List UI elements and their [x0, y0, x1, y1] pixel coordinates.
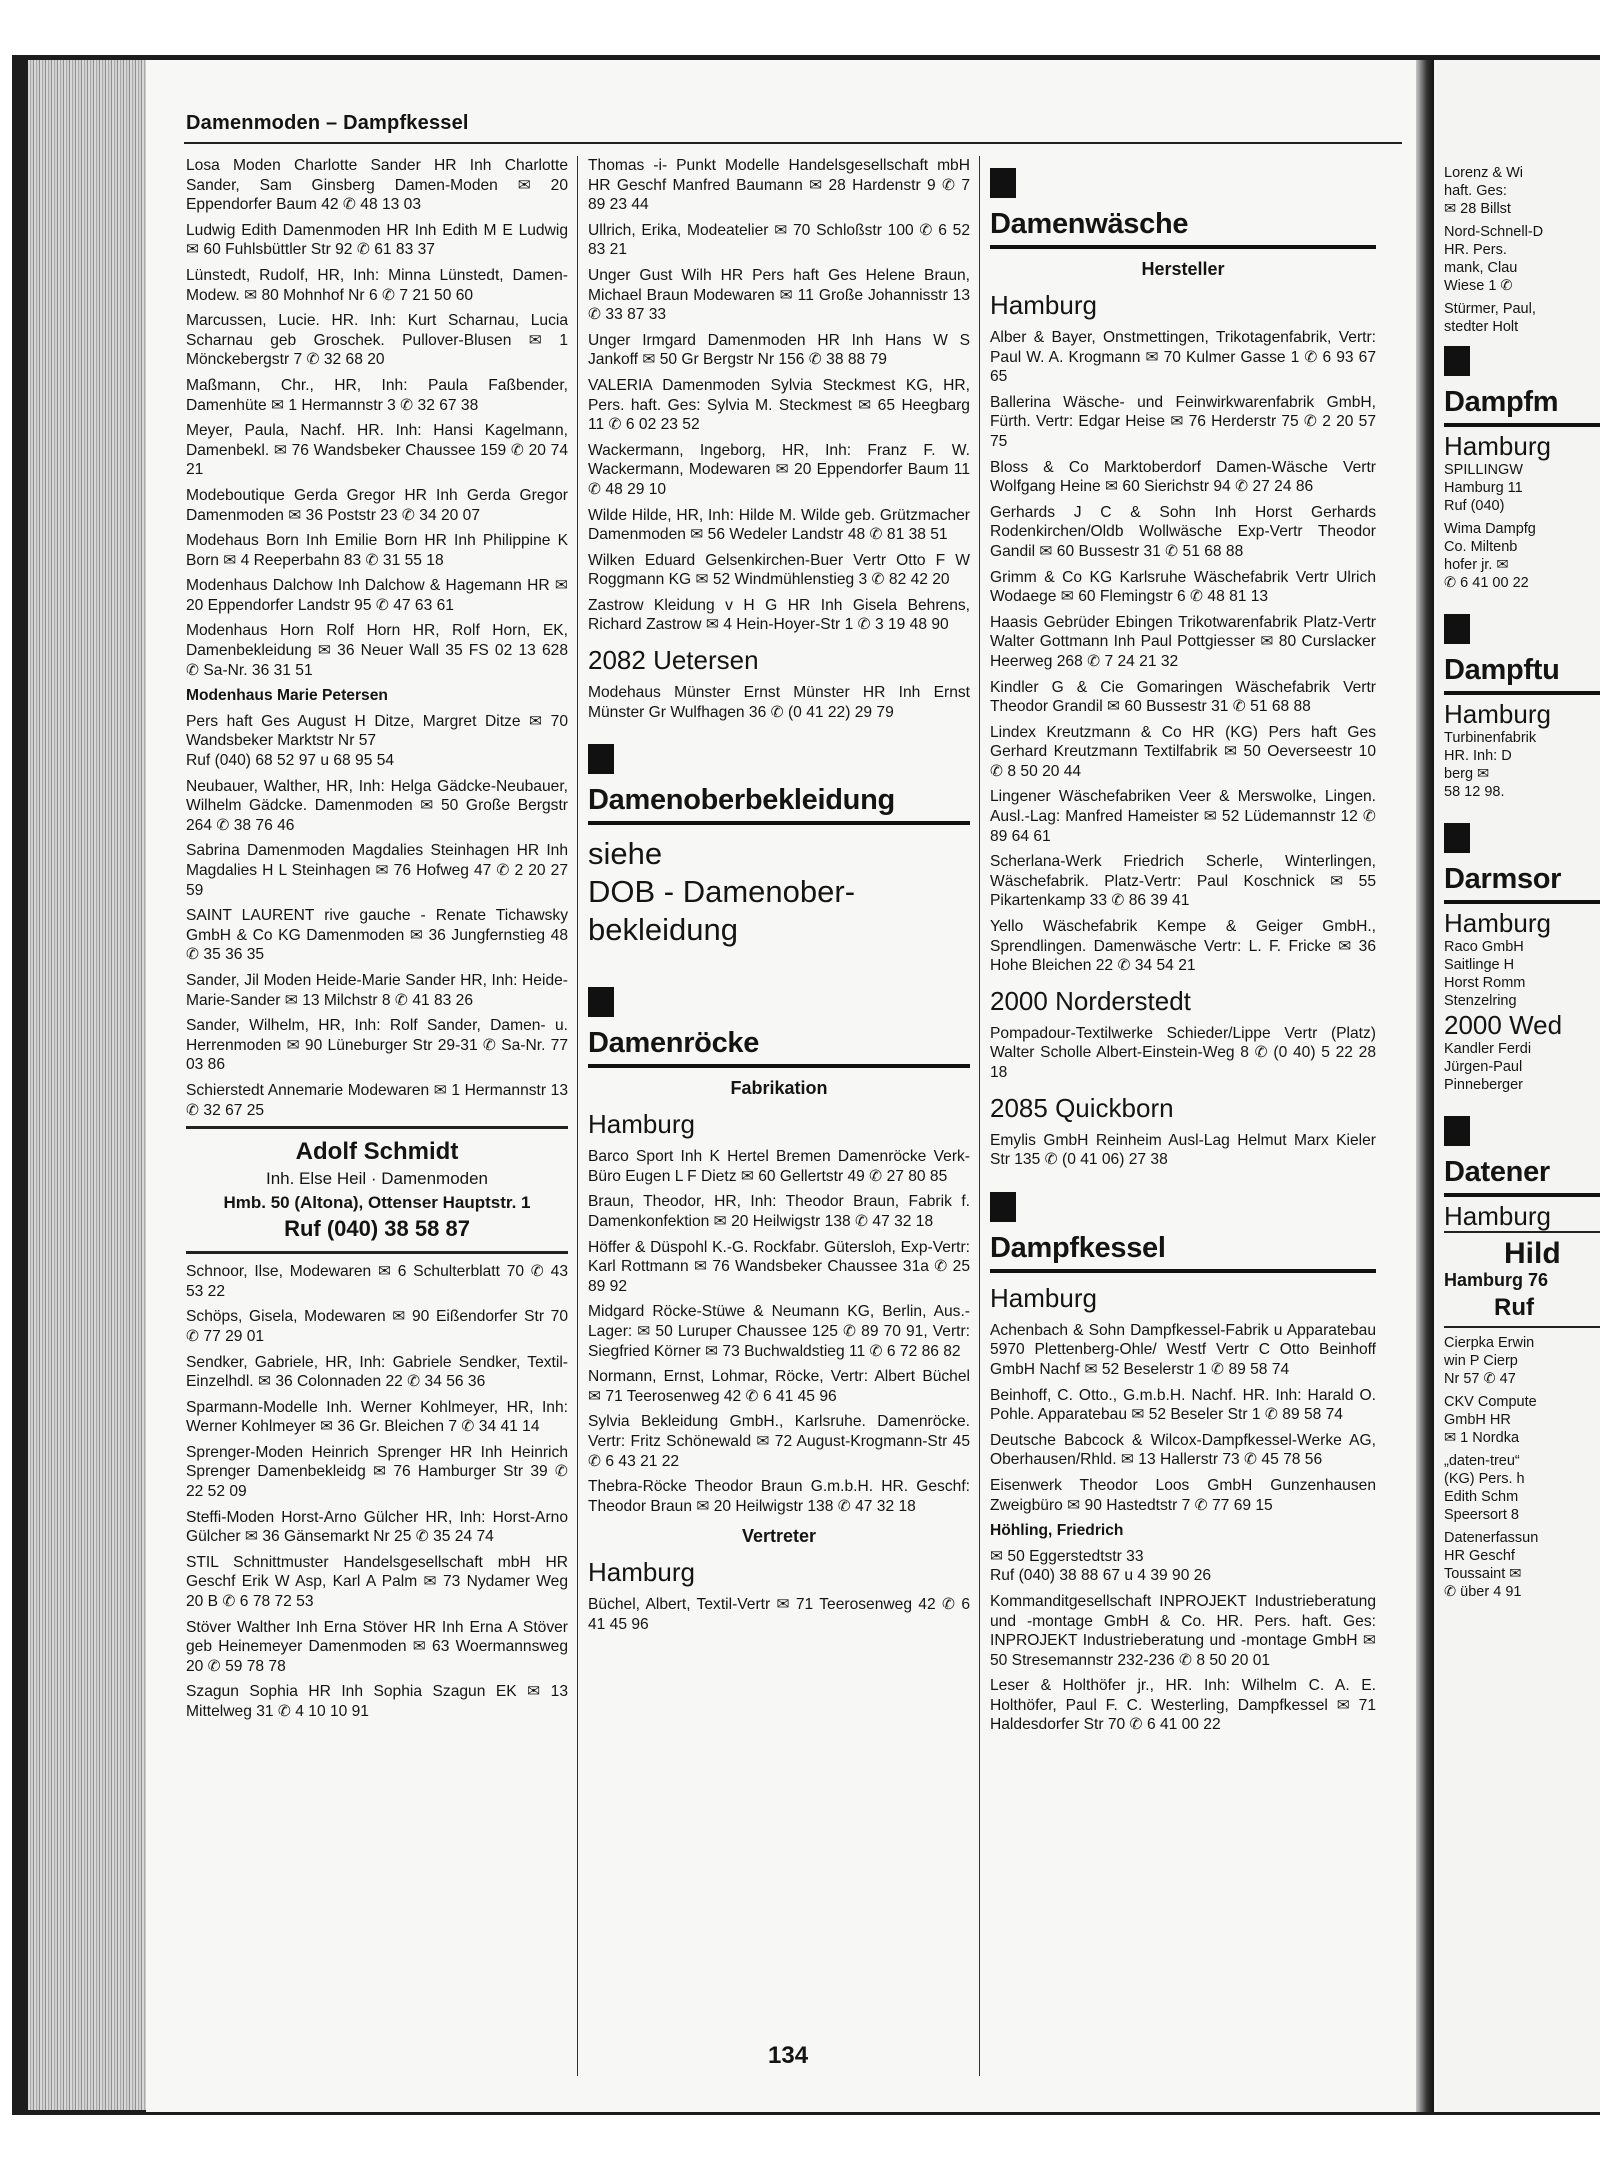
directory-entry: Schierstedt Annemarie Modewaren ✉ 1 Hermannstr 13 ✆ 32 67 25: [186, 1081, 568, 1119]
directory-entry: Neubauer, Walther, HR, Inh: Helga Gädcke-Neubauer, Wilhelm Gädcke. Damenmoden ✉ 50 Große Bergstr 264 ✆ 38 76 46: [186, 777, 568, 834]
directory-entry: Eisenwerk Theodor Loos GmbH Gunzenhausen Zweigbüro ✉ 90 Hastedtstr 7 ✆ 77 69 15: [990, 1476, 1376, 1514]
section-heading: [588, 987, 970, 1068]
directory-entry: Nord-Schnell-D HR. Pers. mank, Clau Wiese 1 ✆: [1444, 224, 1544, 294]
directory-entry: Kandler Ferdi Jürgen-Paul Pinneberger: [1444, 1041, 1532, 1093]
directory-entry: Pompadour-Textilwerke Schieder/Lippe Vertr (Platz) Walter Scholle Albert-Einstein-Weg 8 ✆ (0 40) 5 22 28 18: [990, 1024, 1376, 1081]
next-page: [1434, 60, 1600, 2112]
directory-entry: Braun, Theodor, HR, Inh: Theodor Braun, Fabrik f. Damenkonfektion ✉ 20 Heilwigstr 138 ✆ 47 32 18: [588, 1193, 970, 1231]
city-heading: Hamburg: [588, 1109, 695, 1140]
column-3: [990, 156, 1376, 1741]
directory-entry: Steffi-Moden Horst-Arno Gülcher HR, Inh: Horst-Arno Gülcher ✉ 36 Gänsemarkt Nr 25 ✆ 35 24 74: [186, 1508, 568, 1546]
directory-entry: Modeboutique Gerda Gregor HR Inh Gerda Gregor Damenmoden ✉ 36 Poststr 23 ✆ 34 20 07: [186, 486, 568, 524]
section-marker: [990, 1192, 1016, 1222]
ad-name: Adolf Schmidt: [295, 1138, 459, 1166]
directory-entry: Modenhaus Dalchow Inh Dalchow & Hagemann HR ✉ 20 Eppendorfer Landstr 95 ✆ 47 63 61: [186, 577, 568, 614]
directory-entry: Ballerina Wäsche- und Feinwirkwarenfabrik GmbH, Fürth. Vertr: Edgar Heise ✉ 76 Herderstr 75 ✆ 2 20 57 75: [990, 393, 1376, 450]
directory-entry: Ullrich, Erika, Modeatelier ✉ 70 Schloßstr 100 ✆ 6 52 83 21: [588, 221, 970, 259]
subsection-heading: Vertreter: [741, 1526, 817, 1547]
section-title: Dampfm: [1444, 386, 1559, 418]
listing-group: [1444, 1334, 1600, 1601]
directory-entry: „daten-treu“ (KG) Pers. h Edith Schm Speersort 8: [1444, 1453, 1525, 1523]
header-rule: [184, 142, 1402, 144]
directory-entry: Unger Irmgard Damenmoden HR Inh Hans W S Jankoff ✉ 50 Gr Bergstr Nr 156 ✆ 38 88 79: [588, 331, 970, 369]
directory-entry: Sabrina Damenmoden Magdalies Steinhagen HR Inh Magdalies H L Steinhagen ✉ 76 Hofweg 47 ✆ 2 20 27 59: [186, 842, 568, 899]
directory-entry: Meyer, Paula, Nachf. HR. Inh: Hansi Kagelmann, Damenbekl. ✉ 76 Wandsbeker Chaussee 159 ✆ 20 74 21: [186, 422, 568, 479]
ad-phone: Ruf (040) 38 58 87: [284, 1216, 470, 1242]
section-rule: [990, 1269, 1376, 1273]
directory-entry: Szagun Sophia HR Inh Sophia Szagun EK ✉ 13 Mittelweg 31 ✆ 4 10 10 91: [186, 1683, 568, 1720]
section-heading: [1444, 346, 1600, 427]
city-heading: Hamburg: [1444, 699, 1551, 729]
directory-entry: Modenhaus Marie Petersen: [186, 687, 388, 705]
listing-group: [186, 1262, 568, 1721]
section-rule: [1444, 1193, 1600, 1197]
section-heading: [588, 744, 970, 825]
city-heading: Hamburg: [1444, 908, 1551, 938]
directory-entry: Losa Moden Charlotte Sander HR Inh Charlotte Sander, Sam Ginsberg Damen-Moden ✉ 20 Eppendorfer Baum 42 ✆ 48 13 03: [186, 157, 568, 214]
directory-entry: Emylis GmbH Reinheim Ausl-Lag Helmut Marx Kieler Str 135 ✆ (0 41 06) 27 38: [990, 1131, 1376, 1169]
section-heading: [990, 168, 1376, 249]
directory-entry: Datenerfassun HR Geschf Toussaint ✉ ✆ über 4 91: [1444, 1530, 1539, 1600]
section-title: Damenröcke: [588, 1027, 760, 1060]
directory-entry: Modehaus Born Inh Emilie Born HR Inh Philippine K Born ✉ 4 Reeperbahn 83 ✆ 31 55 18: [186, 532, 568, 569]
directory-entry: Kommanditgesellschaft INPROJEKT Industrieberatung und -montage GmbH & Co. HR. Pers. haft. Ges: INPROJEKT Industrieberatung und -montage GmbH ✉ 50 Stresemannstr 232-236 ✆ 8 50 20 01: [990, 1592, 1376, 1669]
directory-entry: Achenbach & Sohn Dampfkessel-Fabrik u Apparatebau 5970 Plettenberg-Ohle/ Westf Vertr C Otto Beinhoff GmbH Nachf ✉ 52 Beselerstr 1 ✆ 89 58 74: [990, 1321, 1376, 1378]
directory-entry: Sylvia Bekleidung GmbH., Karlsruhe. Damenröcke. Vertr: Fritz Schönewald ✉ 72 August-Krogmann-Str 45 ✆ 6 43 21 22: [588, 1413, 970, 1470]
directory-page: [146, 60, 1416, 2112]
directory-entry: Bloss & Co Marktoberdorf Damen-Wäsche Vertr Wolfgang Heine ✉ 60 Sierichstr 94 ✆ 27 24 86: [990, 458, 1376, 496]
directory-entry: Modenhaus Horn Rolf Horn HR, Rolf Horn, EK, Damenbekleidung ✉ 36 Neuer Wall 35 FS 02 13 628 ✆ Sa-Nr. 36 31 51: [186, 622, 568, 679]
ad-name: Hild: [1504, 1237, 1561, 1270]
directory-entry: VALERIA Damenmoden Sylvia Steckmest KG, HR, Pers. haft. Ges: Sylvia M. Steckmest ✉ 65 Heegbarg 11 ✆ 6 02 23 52: [588, 376, 970, 434]
directory-entry: Haasis Gebrüder Ebingen Trikotwarenfabrik Platz-Vertr Walter Gottmann Inh Paul Pottgiesser ✉ 80 Curslacker Heerweg 268 ✆ 7 24 21 32: [990, 613, 1376, 670]
page-number: 134: [768, 2042, 809, 2069]
section-marker: [1444, 823, 1470, 853]
section-rule: [1444, 423, 1600, 427]
listing-group: [186, 156, 568, 1120]
subsection-heading: Fabrikation: [730, 1078, 828, 1099]
listing-group: [1444, 1040, 1600, 1094]
directory-entry: Schöps, Gisela, Modewaren ✉ 90 Eißendorfer Str 70 ✆ 77 29 01: [186, 1308, 568, 1345]
city-heading: 2082 Uetersen: [588, 645, 759, 676]
directory-entry: Leser & Holthöfer jr., HR. Inh: Wilhelm C. A. E. Holthöfer, Paul F. C. Westerling, Dampfkessel ✉ 71 Haldesdorfer Str 70 ✆ 6 41 00 22: [990, 1677, 1376, 1734]
listing-group: [990, 1321, 1376, 1735]
directory-entry: Stürmer, Paul, stedter Holt: [1444, 301, 1536, 335]
listing-group: [588, 1147, 970, 1516]
listing-group: [1444, 461, 1600, 592]
listing-group: [990, 328, 1376, 976]
section-marker: [990, 168, 1016, 198]
section-marker: [1444, 1116, 1470, 1146]
directory-entry: Sander, Wilhelm, HR, Inh: Rolf Sander, Damen- u. Herrenmoden ✉ 90 Lüneburger Str 29-31 ✆ Sa-Nr. 77 03 86: [186, 1017, 568, 1074]
directory-entry: Scherlana-Werk Friedrich Scherle, Winterlingen, Wäschefabrik. Platz-Vertr: Paul Koschnick ✉ 55 Pikartenkamp 33 ✆ 86 39 41: [990, 853, 1376, 910]
directory-entry: Cierpka Erwin win P Cierp Nr 57 ✆ 47: [1444, 1335, 1535, 1387]
directory-entry: Büchel, Albert, Textil-Vertr ✉ 71 Teerosenweg 42 ✆ 6 41 45 96: [588, 1596, 970, 1633]
directory-entry: Kindler G & Cie Gomaringen Wäschefabrik Vertr Theodor Grandil ✉ 60 Bussestr 31 ✆ 51 68 88: [990, 678, 1376, 716]
directory-entry: Barco Sport Inh K Hertel Bremen Damenröcke Verk-Büro Eugen L F Dietz ✉ 60 Gellertstr 49 ✆ 27 80 85: [588, 1148, 970, 1185]
directory-entry: Lingener Wäschefabriken Veer & Merswolke, Lingen. Ausl.-Lag: Manfred Hameister ✉ 52 Lüdemannstr 12 ✆ 89 64 61: [990, 788, 1376, 845]
directory-entry: Midgard Röcke-Stüwe & Neumann KG, Berlin, Aus.-Lager: ✉ 50 Luruper Chaussee 125 ✆ 89 70 91, Vertr: Siegfried Körner ✉ 73 Buchwaldstieg 11 ✆ 6 72 86 82: [588, 1303, 970, 1360]
listing-group: [1444, 938, 1600, 1010]
column-rule: [979, 156, 980, 2076]
directory-entry: Ludwig Edith Damenmoden HR Inh Edith M E Ludwig ✉ 60 Fuhlsbüttler Str 92 ✆ 61 83 37: [186, 221, 568, 259]
directory-entry: Deutsche Babcock & Wilcox-Dampfkessel-Werke AG, Oberhausen/Rhld. ✉ 13 Hallerstr 73 ✆ 45 78 56: [990, 1431, 1376, 1469]
section-title: Damenwäsche: [990, 208, 1189, 240]
directory-entry: Höffer & Düspohl K.-G. Rockfabr. Gütersloh, Exp-Vertr: Karl Rottmann ✉ 76 Wandsbeker Chaussee 31a ✆ 25 89 92: [588, 1238, 970, 1295]
city-heading: 2000 Wed: [1444, 1010, 1563, 1040]
section-rule: [1444, 691, 1600, 695]
directory-entry: Wima Dampfg Co. Miltenb hofer jr. ✉ ✆ 6 41 00 22: [1444, 521, 1536, 591]
directory-entry: Yello Wäschefabrik Kempe & Geiger GmbH., Sprendlingen. Damenwäsche Vertr: L. F. Fricke ✉ 36 Hohe Bleichen 22 ✆ 34 54 21: [990, 918, 1376, 975]
directory-entry: CKV Compute GmbH HR ✉ 1 Nordka: [1444, 1394, 1537, 1446]
directory-entry: Lindex Kreutzmann & Co HR (KG) Pers haft Ges Gerhard Kreutzmann Textilfabrik ✉ 50 Oeverseestr 10 ✆ 8 50 20 44: [990, 723, 1376, 780]
city-heading: 2000 Norderstedt: [990, 985, 1191, 1016]
section-heading: [1444, 1116, 1600, 1197]
directory-entry: Höhling, Friedrich: [990, 1522, 1124, 1540]
column-1: [186, 156, 568, 1728]
ad-phone: Ruf: [1494, 1294, 1534, 1321]
directory-entry: Modehaus Münster Ernst Münster HR Inh Ernst Münster Gr Wulfhagen 36 ✆ (0 41 22) 29 79: [588, 684, 970, 721]
section-marker: [1444, 346, 1470, 376]
directory-entry: Sprenger-Moden Heinrich Sprenger HR Inh Heinrich Sprenger Damenbekleidg ✉ 76 Hamburger Str 39 ✆ 22 52 09: [186, 1443, 568, 1501]
section-title: Damenoberbekleidung: [588, 784, 895, 817]
directory-entry: Wackermann, Ingeborg, HR, Inh: Franz F. W. Wackermann, Modewaren ✉ 20 Eppendorfer Baum 11 ✆ 48 29 10: [588, 441, 970, 498]
city-heading: Hamburg: [588, 1557, 695, 1588]
city-heading: 2085 Quickborn: [990, 1092, 1174, 1123]
section-rule: [990, 245, 1376, 249]
column-rule: [577, 156, 578, 2076]
directory-entry: Sparmann-Modelle Inh. Werner Kohlmeyer, HR, Inh: Werner Kohlmeyer ✉ 36 Gr. Bleichen 7 ✆ 34 41 14: [186, 1398, 568, 1436]
directory-entry: Marcussen, Lucie. HR. Inh: Kurt Scharnau, Lucia Scharnau geb Groschek. Pullover-Blusen ✉ 1 Mönckebergstr 7 ✆ 32 68 20: [186, 312, 568, 369]
directory-entry: Grimm & Co KG Karlsruhe Wäschefabrik Vertr Ulrich Wodaege ✉ 60 Flemingstr 6 ✆ 48 81 13: [990, 568, 1376, 606]
directory-entry: Sander, Jil Moden Heide-Marie Sander HR, Inh: Heide-Marie-Sander ✉ 13 Milchstr 8 ✆ 41 83 26: [186, 971, 568, 1009]
listing-group: [588, 683, 970, 722]
section-marker: [1444, 614, 1470, 644]
city-heading: Hamburg: [990, 290, 1097, 320]
section-marker: [588, 987, 614, 1017]
directory-entry: Beinhoff, C. Otto., G.m.b.H. Nachf. HR. Inh: Harald O. Pohle. Apparatebau ✉ 52 Beseler Str 1 ✆ 89 58 74: [990, 1386, 1376, 1424]
directory-entry: Lorenz & Wi haft. Ges: ✉ 28 Billst: [1444, 165, 1523, 217]
advertisement-box: [186, 1126, 568, 1254]
section-title: Datener: [1444, 1156, 1550, 1188]
directory-entry: SAINT LAURENT rive gauche - Renate Tichawsky GmbH & Co KG Damenmoden ✉ 36 Jungfernstieg 48 ✆ 35 36 35: [186, 907, 568, 964]
listing-group: [1444, 164, 1600, 336]
running-header: Damenmoden – Dampfkessel: [186, 112, 469, 134]
directory-entry: ✉ 50 Eggerstedtstr 33 Ruf (040) 38 88 67 u 4 39 90 26: [990, 1547, 1212, 1585]
section-heading: [1444, 614, 1600, 695]
page-edges: [28, 60, 146, 2110]
directory-entry: Sendker, Gabriele, HR, Inh: Gabriele Sendker, Textil-Einzelhdl. ✉ 36 Colonnaden 22 ✆ 34 56 36: [186, 1353, 568, 1391]
column-2: [588, 156, 970, 1641]
ad-address: Hamburg 76: [1444, 1270, 1549, 1290]
book-gutter: [1416, 60, 1434, 2112]
subsection-heading: Hersteller: [1141, 259, 1225, 279]
section-title: Dampftu: [1444, 654, 1560, 686]
listing-group: [588, 1595, 970, 1634]
listing-group: [990, 1024, 1376, 1083]
city-heading: Hamburg: [1444, 1201, 1551, 1231]
directory-entry: Gerhards J C & Sohn Inh Horst Gerhards Rodenkirchen/Oldb Wollwäsche Exp-Vertr Theodor Gandil ✉ 60 Bussestr 31 ✆ 51 68 88: [990, 503, 1376, 560]
section-title: Dampfkessel: [990, 1231, 1166, 1264]
listing-group: [588, 156, 970, 635]
section-heading: [1444, 823, 1600, 904]
directory-entry: Wilde Hilde, HR, Inh: Hilde M. Wilde geb. Grützmacher Damenmoden ✉ 56 Wedeler Landstr 48 ✆ 81 38 51: [588, 506, 970, 544]
directory-entry: Maßmann, Chr., HR, Inh: Paula Faßbender, Damenhüte ✉ 1 Hermannstr 3 ✆ 32 67 38: [186, 376, 568, 414]
directory-entry: Schnoor, Ilse, Modewaren ✉ 6 Schulterblatt 70 ✆ 43 53 22: [186, 1263, 568, 1300]
section-rule: [1444, 900, 1600, 904]
ad-owner: Inh. Else Heil · Damenmoden: [265, 1169, 489, 1189]
section-marker: [588, 744, 614, 774]
directory-entry: Normann, Ernst, Lohmar, Röcke, Vertr: Albert Büchel ✉ 71 Teerosenweg 42 ✆ 6 41 45 96: [588, 1368, 970, 1405]
directory-entry: Alber & Bayer, Onstmettingen, Trikotagenfabrik, Vertr: Paul W. A. Krogmann ✉ 70 Kulmer Gasse 1 ✆ 6 93 67 65: [990, 329, 1376, 386]
listing-group: [990, 1131, 1376, 1170]
directory-entry: Wilken Eduard Gelsenkirchen-Buer Vertr Otto F W Roggmann KG ✉ 52 Windmühlenstieg 3 ✆ 82 42 20: [588, 551, 970, 589]
directory-entry: Zastrow Kleidung v H G HR Inh Gisela Behrens, Richard Zastrow ✉ 4 Hein-Hoyer-Str 1 ✆ 3 19 48 90: [588, 596, 970, 634]
directory-entry: Lünstedt, Rudolf, HR, Inh: Minna Lünstedt, Damen-Modew. ✉ 80 Mohnhof Nr 6 ✆ 7 21 50 60: [186, 266, 568, 304]
directory-entry: Unger Gust Wilh HR Pers haft Ges Helene Braun, Michael Braun Modewaren ✉ 11 Große Johannisstr 13 ✆ 33 87 33: [588, 266, 970, 324]
advertisement-box: [1444, 1231, 1600, 1328]
ad-address: Hmb. 50 (Altona), Ottenser Hauptstr. 1: [223, 1193, 531, 1213]
directory-entry: Thomas -i- Punkt Modelle Handelsgesellschaft mbH HR Geschf Manfred Baumann ✉ 28 Hardenstr 9 ✆ 7 89 23 44: [588, 157, 970, 214]
next-page-column: [1444, 164, 1600, 1606]
section-heading: [990, 1192, 1376, 1273]
directory-entry: Thebra-Röcke Theodor Braun G.m.b.H. HR. Geschf: Theodor Braun ✉ 20 Heilwigstr 138 ✆ 47 32 18: [588, 1478, 970, 1515]
cross-reference: siehe DOB - Damenober- bekleidung: [588, 836, 856, 948]
listing-group: [1444, 729, 1600, 801]
directory-entry: STIL Schnittmuster Handelsgesellschaft mbH HR Geschf Erik W Asp, Karl A Palm ✉ 73 Nydamer Weg 20 B ✆ 6 78 72 53: [186, 1553, 568, 1611]
section-rule: [588, 1064, 970, 1068]
directory-entry: Pers haft Ges August H Ditze, Margret Ditze ✉ 70 Wandsbeker Marktstr Nr 57 Ruf (040) 68 52 97 u 68 95 54: [186, 712, 568, 770]
city-heading: Hamburg: [990, 1282, 1097, 1313]
section-rule: [588, 821, 970, 825]
city-heading: Hamburg: [1444, 431, 1551, 461]
directory-entry: Stöver Walther Inh Erna Stöver HR Inh Erna A Stöver geb Heinemeyer Damenmoden ✉ 63 Woermannsweg 20 ✆ 59 78 78: [186, 1618, 568, 1675]
directory-entry: Raco GmbH Saitlinge H Horst Romm Stenzelring: [1444, 939, 1526, 1009]
directory-entry: Turbinenfabrik HR. Inh: D berg ✉ 58 12 98.: [1444, 730, 1537, 800]
directory-entry: SPILLINGW Hamburg 11 Ruf (040): [1444, 462, 1523, 514]
section-title: Darmsor: [1444, 863, 1562, 895]
